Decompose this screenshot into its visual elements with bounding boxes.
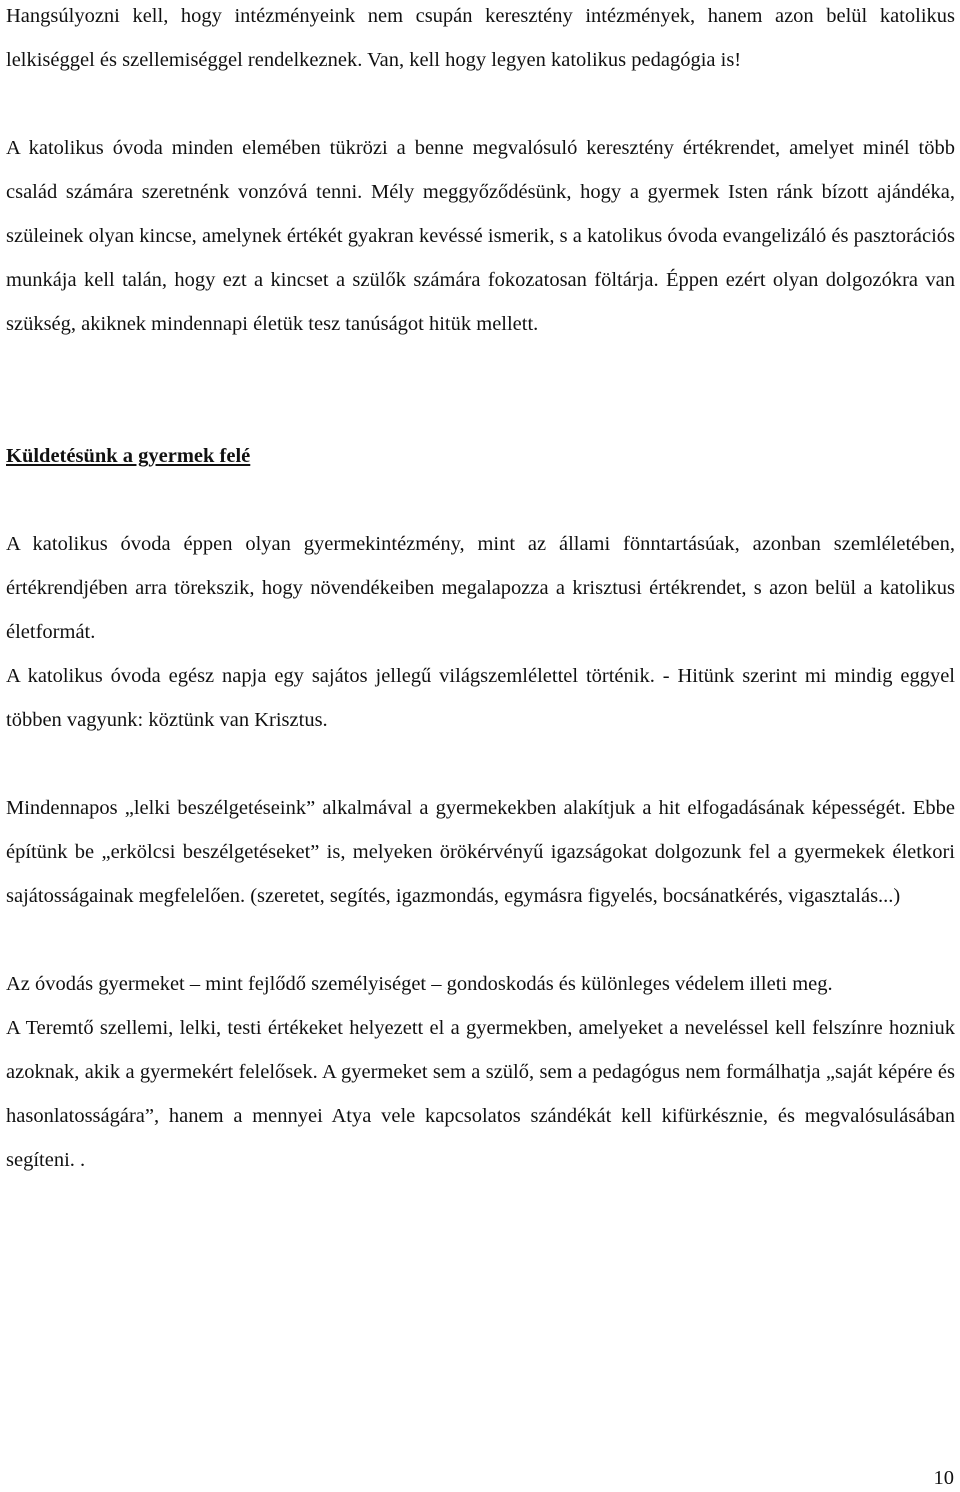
section-heading-mission: Küldetésünk a gyermek felé	[6, 445, 251, 467]
paragraph-catholic-kindergarten-values: A katolikus óvoda minden elemében tükrözi a benne megvalósuló keresztény értékrendet, amelyet minél több család számára szeretnénk vonzóvá tenni. Mély meggyőződésünk, hogy a gyermek Isten ránk bízott ajándéka, szüleinek olyan kincse, amelynek értékét gyakran kevéssé ismerik, s a katolikus óvoda evangelizáló és pasztorációs munkája kell talán, hogy ezt a kincset a szülők számára fokozatosan föltárja. Éppen ezért olyan dolgozókra van szükség, akiknek mindennapi életük tesz tanúságot hitük mellett.	[6, 137, 955, 335]
paragraph-daily-worldview: A katolikus óvoda egész napja egy sajátos jellegű világszemlélettel történik. - Hitünk szerint mi mindig eggyel többen vagyunk: köztünk van Krisztus.	[6, 665, 955, 731]
paragraph-catholic-pedagogy: Hangsúlyozni kell, hogy intézményeink nem csupán keresztény intézmények, hanem azon belül katolikus lelkiséggel és szellemiséggel rendelkeznek. Van, kell hogy legyen katolikus pedagógia is!	[6, 5, 955, 71]
paragraph-child-protection: Az óvodás gyermeket – mint fejlődő személyiséget – gondoskodás és különleges védelem illeti meg.	[6, 973, 833, 995]
page-number: 10	[933, 1467, 954, 1489]
paragraph-kindergarten-institution: A katolikus óvoda éppen olyan gyermekintézmény, mint az állami fönntartásúak, azonban szemléletében, értékrendjében arra törekszik, hogy növendékeiben megalapozza a krisztusi értékrendet, s azon belül a katolikus életformát.	[6, 533, 955, 643]
document-page	[6, 0, 955, 1182]
paragraph-creator-values: A Teremtő szellemi, lelki, testi értékeket helyezett el a gyermekben, amelyeket a neveléssel kell felszínre hozniuk azoknak, akik a gyermekért felelősek. A gyermeket sem a szülő, sem a pedagógus nem formálhatja „saját képére és hasonlatosságára”, hanem a mennyei Atya vele kapcsolatos szándékát kell kifürkésznie, és megvalósulásában segíteni. .	[6, 1017, 955, 1171]
paragraph-spiritual-conversations: Mindennapos „lelki beszélgetéseink” alkalmával a gyermekekben alakítjuk a hit elfogadásának képességét. Ebbe építünk be „erkölcsi beszélgetéseket” is, melyeken örökérvényű igazságokat dolgozunk fel a gyermekek életkori sajátosságainak megfelelően. (szeretet, segítés, igazmondás, egymásra figyelés, bocsánatkérés, vigasztalás...)	[6, 797, 955, 907]
